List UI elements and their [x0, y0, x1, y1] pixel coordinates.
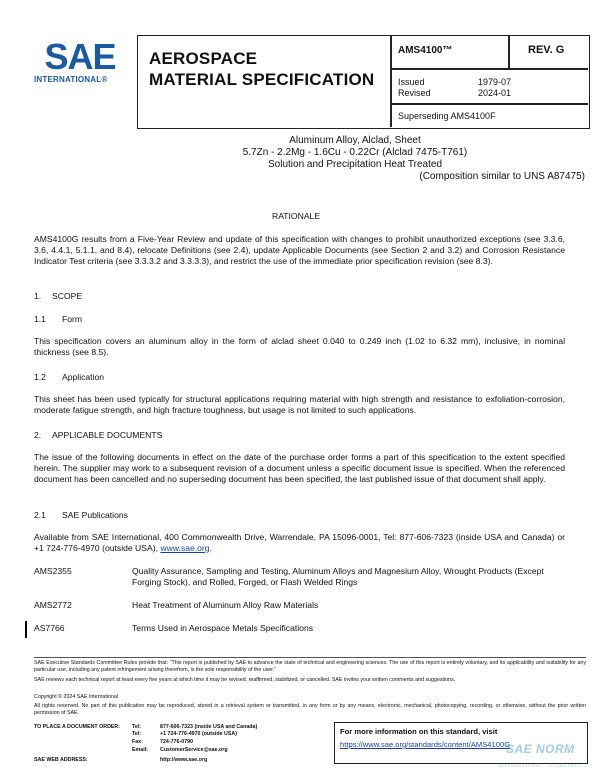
web-label: SAE WEB ADDRESS:	[34, 757, 88, 763]
reference-description: Terms Used in Aerospace Metals Specifications	[132, 623, 314, 633]
header-divider	[390, 103, 588, 105]
title-line-2: MATERIAL SPECIFICATION	[149, 70, 375, 89]
fax-label: Fax:	[132, 739, 143, 745]
title-treatment: Solution and Precipitation Heat Treated	[268, 159, 442, 170]
revised-label: Revised	[398, 88, 431, 98]
section-2-1-number: 2.1	[34, 510, 46, 520]
section-2-1-paragraph	[34, 532, 565, 554]
section-1-2-paragraph: This sheet has been used typically for structural applications requiring material with high strength and resistance to exfoliation-corrosion, moderate fatigue strength, and high fracture toughness, but usage is not limited to such applications.	[34, 394, 565, 415]
section-1-number: 1.	[34, 291, 42, 301]
header-divider	[390, 68, 588, 70]
sae-website-link[interactable]: www.sae.org	[160, 543, 210, 553]
reference-description: Quality Assurance, Sampling and Testing, Aluminum Alloys and Magnesium Alloy, Wrought Products (Except Forging Stock), and Rolled, Forged, or Flash Welded Rings	[132, 566, 544, 587]
sae-logo-subtext: INTERNATIONAL®	[34, 75, 108, 84]
superseding-note: Superseding AMS4100F	[398, 111, 496, 121]
title-line-1: AEROSPACE	[149, 49, 258, 68]
revision-label: REV. G	[528, 44, 565, 56]
tel-usa: 877-606-7323 (inside USA and Canada)	[160, 724, 258, 730]
section-1-title: SCOPE	[52, 291, 83, 301]
watermark-subtext: INTERNATIONAL · STANDARDS	[498, 763, 583, 768]
change-bar	[25, 621, 27, 638]
footer-review-note: SAE reviews each technical report at least every five years at which time it may be revised, reaffirmed, stabilized, or cancelled. SAE invites your written comments and suggestions.	[34, 677, 456, 683]
footer-divider	[34, 657, 586, 658]
tel-label: Tel:	[132, 731, 142, 737]
footer-disclaimer: SAE Executive Standards Committee Rules provide that: “This report is published by SAE to advance the state of technical and engineering sciences. The use of this report is entirely voluntary, and its applicability and suitability for any particular use, including any patent infringement arising therefrom, is the sole responsibility of the user.”	[34, 660, 586, 673]
more-info-title: For more information on this standard, visit	[340, 727, 498, 736]
specification-title	[220, 135, 490, 171]
reference-code: AMS2772	[34, 600, 72, 610]
standard-content-link[interactable]: https://www.sae.org/standards/content/AMS4100G	[340, 740, 511, 749]
section-1-2-number: 1.2	[34, 372, 46, 382]
section-2-number: 2.	[34, 430, 42, 440]
sae-contact-text: Available from SAE International, 400 Commonwealth Drive, Warrendale, PA 15096-0001, Tel: 877-606-7323 (inside USA and Canada) or +1 724-776-4970 (outside USA),	[34, 532, 565, 553]
order-label: TO PLACE A DOCUMENT ORDER:	[34, 724, 121, 730]
document-type-title	[149, 48, 374, 90]
revised-date: 2024-01	[478, 88, 512, 98]
document-number: AMS4100™	[398, 45, 453, 56]
header-divider	[508, 35, 510, 68]
sae-logo	[34, 36, 126, 88]
section-1-1-title: Form	[62, 314, 83, 324]
section-1-2-title: Application	[62, 372, 105, 382]
rationale-paragraph: AMS4100G results from a Five-Year Review and update of this specification with changes to prohibit unauthorized exceptions (see 3.3.6, 3.6, 4.4.1, 5.1.1, and 8.4), relocate Definitions (see 2.4), update Applicable Documents (see Section 2 and 3.2) and Corrosion Resistance Indicator Test criteria (see 3.3.3.2 and 3.3.3.3), and restrict the use of the immediate prior specification revision (see 8.3).	[34, 234, 565, 266]
section-2-1-title: SAE Publications	[62, 510, 128, 520]
tel-label: Tel:	[132, 724, 142, 730]
fax-number: 724-776-0790	[160, 739, 193, 745]
title-alloy-form: Aluminum Alloy, Alclad, Sheet	[289, 135, 421, 146]
title-composition: 5.7Zn - 2.2Mg - 1.6Cu - 0.22Cr (Alclad 7475-T761)	[242, 147, 468, 158]
sae-logo-text: SAE	[44, 36, 116, 77]
email-label: Email:	[132, 747, 148, 753]
reference-code: AS7766	[34, 623, 65, 633]
section-2-paragraph: The issue of the following documents in effect on the date of the purchase order forms a part of this specification to the extent specified herein. The supplier may work to a subsequent revision of a document unless a specific document issue is specified. When the referenced document has been cancelled and no superseding document has been specified, the last published issue of that document shall apply.	[34, 452, 565, 484]
issued-label: Issued	[398, 77, 425, 87]
footer-copyright: Copyright © 2024 SAE International	[34, 694, 118, 700]
reference-description: Heat Treatment of Aluminum Alloy Raw Materials	[132, 600, 319, 610]
header-divider	[390, 35, 392, 127]
web-address[interactable]: http://www.sae.org	[160, 757, 208, 763]
email-address[interactable]: CustomerService@sae.org	[160, 747, 228, 753]
period: .	[209, 543, 212, 553]
section-2-title: APPLICABLE DOCUMENTS	[52, 430, 163, 440]
watermark: SAE NORM	[506, 742, 575, 756]
title-uns-note: (Composition similar to UNS A87475)	[419, 171, 585, 182]
issued-date: 1979-07	[478, 77, 512, 87]
reference-code: AMS2355	[34, 566, 72, 576]
rationale-heading: RATIONALE	[272, 211, 321, 221]
footer-rights: All rights reserved. No part of this publication may be reproduced, stored in a retrieval system or transmitted, in any form or by any means, electronic, mechanical, photocopying, recording, or otherwise, without the prior written permission of SAE.	[34, 703, 586, 716]
section-1-1-paragraph: This specification covers an aluminum alloy in the form of alclad sheet 0.040 to 0.249 inch (1.02 to 6.32 mm), inclusive, in nominal thickness (see 8.5).	[34, 336, 565, 357]
section-1-1-number: 1.1	[34, 314, 46, 324]
tel-intl: +1 724-776-4970 (outside USA)	[160, 731, 237, 737]
